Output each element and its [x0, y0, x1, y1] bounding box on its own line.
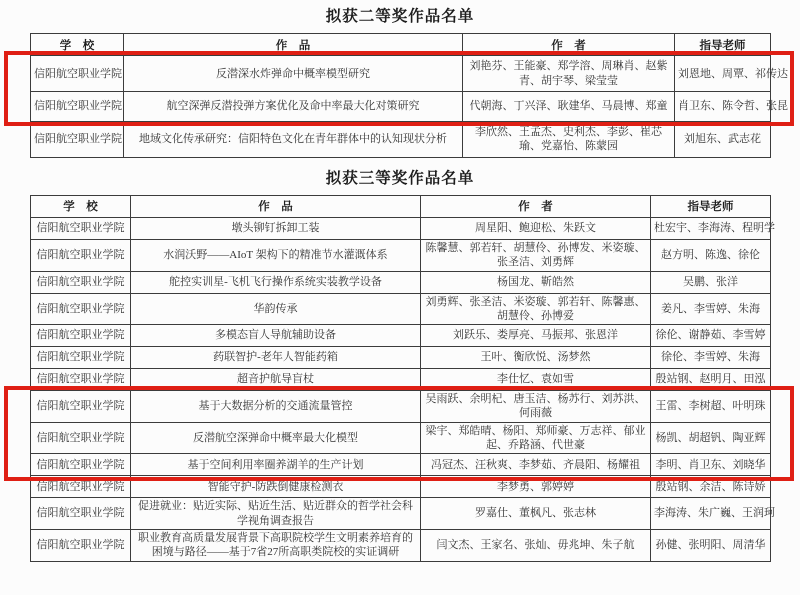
- work-column-header: 作 品: [124, 34, 463, 56]
- authors-column-header: 作 者: [421, 195, 651, 217]
- table-row: [31, 529, 771, 561]
- school-cell: 信阳航空职业学院: [31, 422, 131, 454]
- work-cell: 药联智护-老年人智能药箱: [131, 347, 421, 369]
- work-cell: 职业教育高质量发展背景下高职院校学生文明素养培育的困境与路径——基于7省27所高职类院校的实证调研: [131, 529, 421, 561]
- authors-cell: 闫文杰、王家名、张灿、毋兆坤、朱子航: [421, 529, 651, 561]
- second-prize-table: [30, 33, 788, 157]
- work-cell: 基于大数据分析的交通流量管控: [131, 391, 421, 423]
- work-column-header: 作 品: [131, 195, 421, 217]
- school-cell: 信阳航空职业学院: [31, 498, 131, 530]
- table-header-row: [31, 195, 771, 217]
- school-cell: 信阳航空职业学院: [31, 476, 131, 498]
- advisors-cell: 李海涛、朱广巍、王润珂: [651, 498, 771, 530]
- work-cell: 华韵传承: [131, 293, 421, 325]
- advisors-column-header: 指导老师: [675, 34, 771, 56]
- third-prize-title: 拟获三等奖作品名单: [325, 169, 475, 187]
- third-prize-table: [30, 195, 775, 562]
- authors-cell: 周星阳、鲍迎松、朱跃文: [421, 217, 651, 239]
- table-row: [31, 391, 771, 423]
- advisors-cell: 殷站钢、余洁、陈诗娇: [651, 476, 771, 498]
- school-cell: 信阳航空职业学院: [31, 454, 131, 476]
- table-row: [31, 422, 771, 454]
- work-cell: 超音护航导盲杖: [131, 369, 421, 391]
- work-cell: 基于空间利用率圈养湖羊的生产计划: [131, 454, 421, 476]
- work-cell: 反潜深水炸弹命中概率模型研究: [124, 56, 463, 92]
- work-cell: 航空深弹反潜投弹方案优化及命中率最大化对策研究: [124, 91, 463, 121]
- authors-cell: 李梦勇、郭婷婷: [421, 476, 651, 498]
- advisors-cell: 吴鹏、张洋: [651, 271, 771, 293]
- authors-cell: 杨国龙、靳皓然: [421, 271, 651, 293]
- advisors-cell: 刘旭东、武志花: [675, 121, 771, 157]
- authors-cell: 刘艳芬、王能豪、郑学溶、周琳肖、赵紫青、胡宇琴、梁莹莹: [463, 56, 675, 92]
- table-row: [31, 454, 771, 476]
- school-cell: 信阳航空职业学院: [31, 239, 131, 271]
- authors-column-header: 作 者: [463, 34, 675, 56]
- table-header-row: [31, 34, 771, 56]
- advisors-cell: 赵方明、陈逸、徐伦: [651, 239, 771, 271]
- school-column-header: 学 校: [31, 34, 124, 56]
- school-cell: 信阳航空职业学院: [31, 369, 131, 391]
- school-cell: 信阳航空职业学院: [31, 529, 131, 561]
- authors-cell: 刘勇辉、张圣洁、米姿璇、郭若轩、陈馨惠、胡慧伶、孙博爱: [421, 293, 651, 325]
- school-cell: 信阳航空职业学院: [31, 217, 131, 239]
- school-cell: 信阳航空职业学院: [31, 293, 131, 325]
- advisors-cell: 杜宏宇、李海涛、程明学: [651, 217, 771, 239]
- school-cell: 信阳航空职业学院: [31, 91, 124, 121]
- work-cell: 墩头铆钉拆卸工装: [131, 217, 421, 239]
- work-cell: 水润沃野——AIoT 架构下的精准节水灌溉体系: [131, 239, 421, 271]
- advisors-cell: 杨凯、胡超钒、陶亚辉: [651, 422, 771, 454]
- authors-cell: 李仕忆、袁如雪: [421, 369, 651, 391]
- advisors-column-header: 指导老师: [651, 195, 771, 217]
- table-row: [31, 498, 771, 530]
- work-cell: 多模态盲人导航辅助设备: [131, 325, 421, 347]
- authors-cell: 冯冠杰、汪秋爽、李梦茹、齐晨阳、杨耀祖: [421, 454, 651, 476]
- table-row: [31, 239, 771, 271]
- table-row: [31, 476, 771, 498]
- advisors-cell: 姜凡、李雪婷、朱海: [651, 293, 771, 325]
- authors-cell: 罗嘉仕、董枫凡、张志林: [421, 498, 651, 530]
- advisors-cell: 王雷、李树超、叶明珠: [651, 391, 771, 423]
- school-cell: 信阳航空职业学院: [31, 347, 131, 369]
- table-row: [31, 271, 771, 293]
- table-row: [31, 369, 771, 391]
- authors-cell: 李欣然、王孟杰、史利杰、李彭、崔芯瑜、党嘉怡、陈蒙园: [463, 121, 675, 157]
- work-cell: 智能守护-防跌倒健康检测衣: [131, 476, 421, 498]
- table-row: [31, 91, 771, 121]
- advisors-cell: 徐伦、谢静茹、李雪婷: [651, 325, 771, 347]
- table-row: [31, 56, 771, 92]
- school-cell: 信阳航空职业学院: [31, 325, 131, 347]
- authors-cell: 刘跃乐、娄厚亮、马振邦、张恩洋: [421, 325, 651, 347]
- school-cell: 信阳航空职业学院: [31, 56, 124, 92]
- advisors-cell: 李明、肖卫东、刘晓华: [651, 454, 771, 476]
- authors-cell: 陈馨慧、郭若轩、胡慧伶、孙博发、米姿璇、张圣洁、刘勇辉: [421, 239, 651, 271]
- table-row: [31, 293, 771, 325]
- work-cell: 促进就业：贴近实际、贴近生活、贴近群众的哲学社会科学视角调查报告: [131, 498, 421, 530]
- advisors-cell: 殷站钢、赵明月、田泓: [651, 369, 771, 391]
- school-cell: 信阳航空职业学院: [31, 271, 131, 293]
- work-cell: 舵控实训星-飞机飞行操作系统实装教学设备: [131, 271, 421, 293]
- second-prize-title: 拟获二等奖作品名单: [325, 8, 475, 25]
- advisors-cell: 肖卫东、陈令哲、张昆: [675, 91, 771, 121]
- school-cell: 信阳航空职业学院: [31, 391, 131, 423]
- work-cell: 地域文化传承研究：信阳特色文化在青年群体中的认知现状分析: [124, 121, 463, 157]
- authors-cell: 梁宇、郑皓晴、杨阳、郑师豪、万志祥、郁业起、乔路涵、代世豪: [421, 422, 651, 454]
- school-column-header: 学 校: [31, 195, 131, 217]
- authors-cell: 吴雨跃、余明杞、唐玉洁、杨苏行、刘苏洪、何雨薇: [421, 391, 651, 423]
- work-cell: 反潜航空深弹命中概率最大化模型: [131, 422, 421, 454]
- table-row: [31, 121, 771, 157]
- advisors-cell: 刘恩地、周覃、祁传达: [675, 56, 771, 92]
- table-row: [31, 217, 771, 239]
- table-row: [31, 325, 771, 347]
- authors-cell: 王叶、衡欣悦、汤梦然: [421, 347, 651, 369]
- advisors-cell: 徐伦、李雪婷、朱海: [651, 347, 771, 369]
- advisors-cell: 孙健、张明阳、周清华: [651, 529, 771, 561]
- school-cell: 信阳航空职业学院: [31, 121, 124, 157]
- table-row: [31, 347, 771, 369]
- authors-cell: 代朝海、丁兴泽、耿建华、马晨博、郑童: [463, 91, 675, 121]
